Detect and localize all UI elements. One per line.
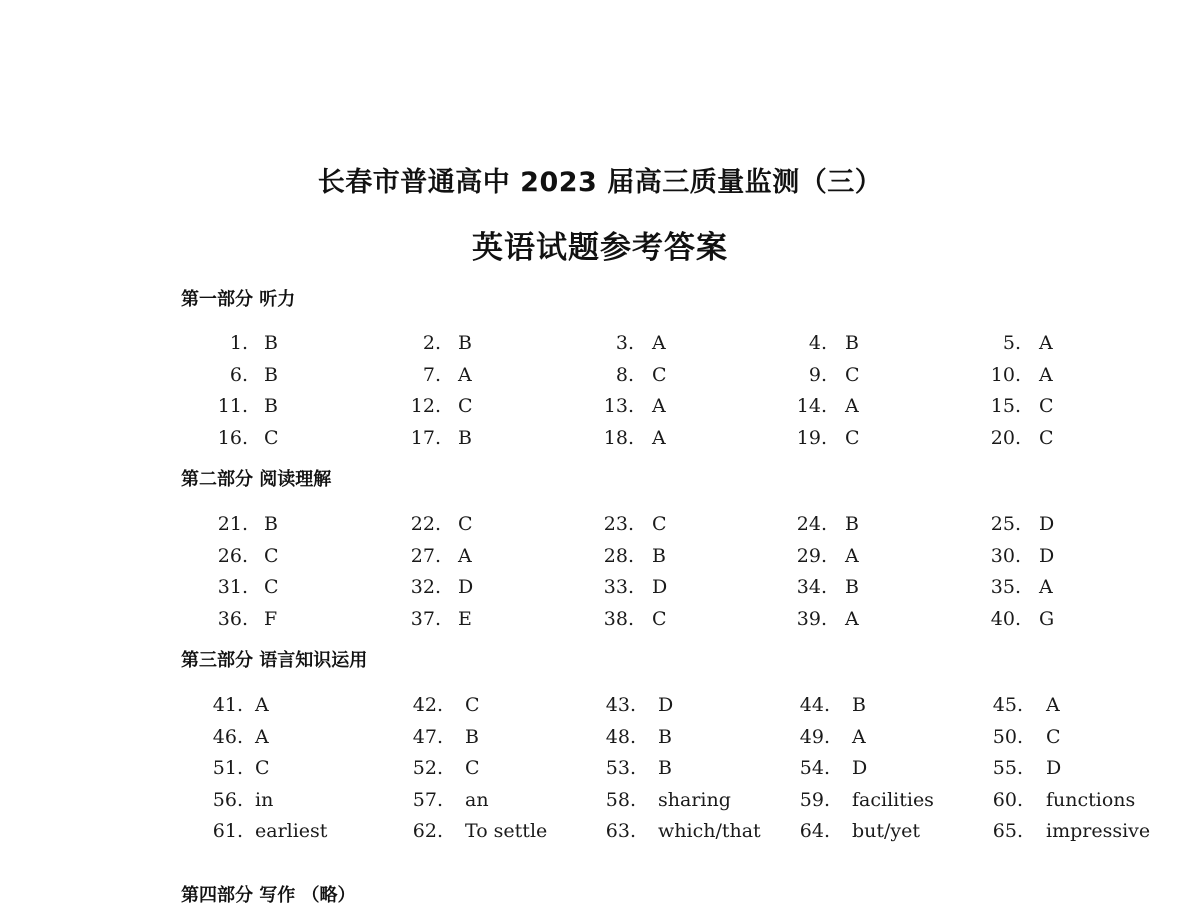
section-heading-writing: 第四部分 写作 （略） [181, 885, 356, 906]
answer-value: B [458, 332, 472, 354]
answer-value: B [264, 332, 278, 354]
answer-value: D [1039, 545, 1055, 567]
question-number: 9. [808, 364, 827, 386]
answer-value: A [458, 364, 472, 386]
answer-value: C [1046, 726, 1061, 748]
question-number: 54. [799, 757, 830, 779]
question-number: 22. [410, 513, 441, 535]
question-number: 53. [605, 757, 636, 779]
question-number: 8. [615, 364, 634, 386]
question-number: 19. [796, 427, 827, 449]
answer-value: A [652, 395, 666, 417]
question-number: 25. [990, 513, 1021, 535]
answer-value: B [465, 726, 479, 748]
question-number: 35. [990, 576, 1021, 598]
question-number: 63. [605, 820, 636, 842]
answer-value: A [1046, 694, 1060, 716]
document-subtitle: 英语试题参考答案 [472, 230, 728, 266]
question-number: 47. [412, 726, 443, 748]
answer-value: C [458, 395, 473, 417]
question-number: 37. [410, 608, 441, 630]
question-number: 17. [410, 427, 441, 449]
question-number: 61. [212, 820, 243, 842]
question-number: 33. [603, 576, 634, 598]
answer-value: A [652, 332, 666, 354]
question-number: 57. [412, 789, 443, 811]
answer-value: B [845, 576, 859, 598]
answer-value: C [845, 427, 860, 449]
question-number: 46. [212, 726, 243, 748]
answer-value: C [255, 757, 270, 779]
answer-value: B [652, 545, 666, 567]
answer-value: A [458, 545, 472, 567]
question-number: 10. [990, 364, 1021, 386]
question-number: 12. [410, 395, 441, 417]
question-number: 20. [990, 427, 1021, 449]
answer-value: A [255, 726, 269, 748]
question-number: 2. [422, 332, 441, 354]
answer-value: C [652, 608, 667, 630]
answer-value: B [845, 513, 859, 535]
question-number: 50. [992, 726, 1023, 748]
answer-value: C [465, 694, 480, 716]
question-number: 62. [412, 820, 443, 842]
question-number: 44. [799, 694, 830, 716]
section-heading-reading: 第二部分 阅读理解 [181, 469, 332, 490]
question-number: 21. [217, 513, 248, 535]
answer-value: D [852, 757, 868, 779]
answer-value: A [652, 427, 666, 449]
answer-value: B [264, 395, 278, 417]
question-number: 43. [605, 694, 636, 716]
question-number: 48. [605, 726, 636, 748]
question-number: 16. [217, 427, 248, 449]
answer-value: D [1046, 757, 1062, 779]
answer-value: A [845, 545, 859, 567]
question-number: 5. [1002, 332, 1021, 354]
answer-value: facilities [852, 789, 934, 811]
question-number: 7. [422, 364, 441, 386]
question-number: 40. [990, 608, 1021, 630]
question-number: 3. [615, 332, 634, 354]
answer-value: C [264, 545, 279, 567]
answer-value: A [1039, 576, 1053, 598]
question-number: 11. [217, 395, 248, 417]
question-number: 1. [229, 332, 248, 354]
answer-value: To settle [465, 820, 548, 842]
answer-value: C [845, 364, 860, 386]
question-number: 13. [603, 395, 634, 417]
answer-value: A [845, 608, 859, 630]
question-number: 51. [212, 757, 243, 779]
answer-value: C [264, 427, 279, 449]
answer-value: A [1039, 364, 1053, 386]
answer-value: in [255, 789, 274, 811]
answer-value: C [1039, 427, 1054, 449]
question-number: 31. [217, 576, 248, 598]
answer-value: G [1039, 608, 1055, 630]
answer-value: C [652, 513, 667, 535]
answer-value: D [458, 576, 474, 598]
question-number: 38. [603, 608, 634, 630]
answer-value: A [1039, 332, 1053, 354]
answer-value: an [465, 789, 489, 811]
question-number: 42. [412, 694, 443, 716]
answer-value: D [652, 576, 668, 598]
question-number: 58. [605, 789, 636, 811]
question-number: 30. [990, 545, 1021, 567]
question-number: 64. [799, 820, 830, 842]
answer-value: B [264, 364, 278, 386]
question-number: 34. [796, 576, 827, 598]
section-heading-listening: 第一部分 听力 [181, 289, 296, 310]
answer-value: B [845, 332, 859, 354]
question-number: 65. [992, 820, 1023, 842]
answer-value: B [264, 513, 278, 535]
question-number: 14. [796, 395, 827, 417]
question-number: 36. [217, 608, 248, 630]
question-number: 18. [603, 427, 634, 449]
question-number: 56. [212, 789, 243, 811]
question-number: 52. [412, 757, 443, 779]
question-number: 60. [992, 789, 1023, 811]
question-number: 26. [217, 545, 248, 567]
answer-value: A [845, 395, 859, 417]
question-number: 41. [212, 694, 243, 716]
answer-value: D [658, 694, 674, 716]
answer-value: E [458, 608, 472, 630]
question-number: 45. [992, 694, 1023, 716]
answer-value: impressive [1046, 820, 1151, 842]
answer-value: C [652, 364, 667, 386]
answer-value: B [658, 757, 672, 779]
answer-value: C [1039, 395, 1054, 417]
question-number: 32. [410, 576, 441, 598]
answer-value: A [852, 726, 866, 748]
answer-value: earliest [255, 820, 328, 842]
section-heading-language-use: 第三部分 语言知识运用 [181, 650, 368, 671]
question-number: 27. [410, 545, 441, 567]
answer-value: B [852, 694, 866, 716]
question-number: 6. [229, 364, 248, 386]
answer-value: B [658, 726, 672, 748]
question-number: 29. [796, 545, 827, 567]
question-number: 15. [990, 395, 1021, 417]
answer-value: B [458, 427, 472, 449]
question-number: 55. [992, 757, 1023, 779]
answer-value: which/that [658, 820, 761, 842]
answer-value: C [458, 513, 473, 535]
answer-value: but/yet [852, 820, 921, 842]
answer-value: F [264, 608, 278, 630]
answer-value: functions [1046, 789, 1136, 811]
answer-value: C [465, 757, 480, 779]
question-number: 23. [603, 513, 634, 535]
question-number: 28. [603, 545, 634, 567]
question-number: 39. [796, 608, 827, 630]
answer-value: sharing [658, 789, 731, 811]
answer-value: C [264, 576, 279, 598]
question-number: 59. [799, 789, 830, 811]
answer-value: A [255, 694, 269, 716]
question-number: 49. [799, 726, 830, 748]
question-number: 24. [796, 513, 827, 535]
question-number: 4. [808, 332, 827, 354]
answer-value: D [1039, 513, 1055, 535]
document-title: 长春市普通高中 2023 届高三质量监测（三） [317, 167, 883, 198]
